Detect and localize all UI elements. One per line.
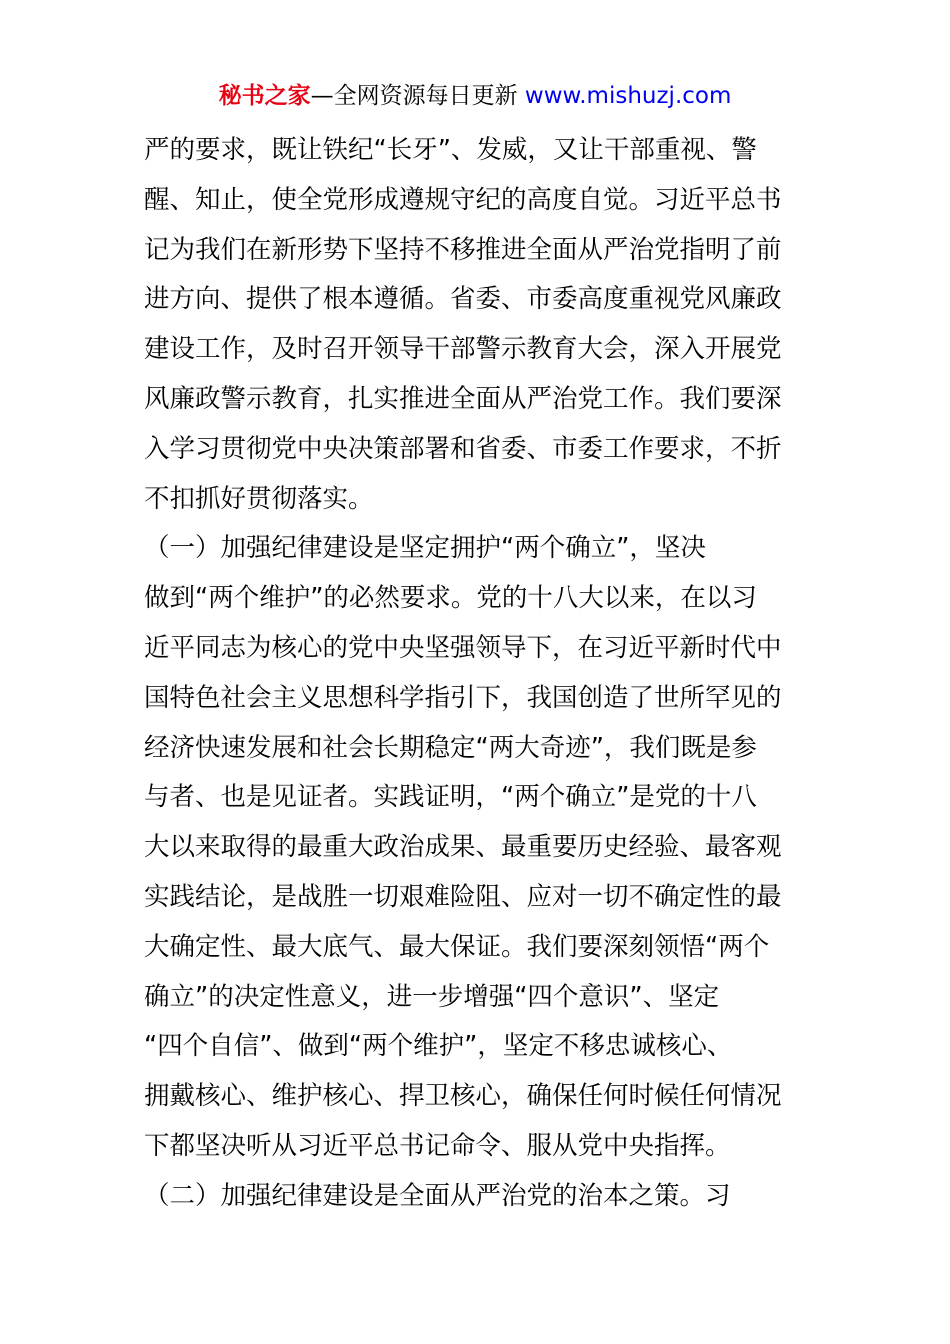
body-line: 入学习贯彻党中央决策部署和省委、市委工作要求，不折 [144, 433, 782, 464]
page-header [0, 80, 950, 112]
body-line: 拥戴核心、维护核心、捍卫核心，确保任何时候任何情况 [144, 1081, 782, 1112]
body-line: 不扣抓好贯彻落实。 [144, 483, 374, 514]
brand-name: 秘书之家 [218, 83, 311, 109]
document-body [144, 126, 806, 1222]
body-line: 醒、知止，使全党形成遵规守纪的高度自觉。习近平总书 [144, 184, 782, 215]
body-line: 大以来取得的最重大政治成果、最重要历史经验、最客观 [144, 832, 782, 863]
body-line: 实践结论，是战胜一切艰难险阻、应对一切不确定性的最 [144, 881, 782, 912]
body-line: 经济快速发展和社会长期稳定“两大奇迹”，我们既是参 [144, 732, 757, 763]
body-line: 与者、也是见证者。实践证明，“两个确立”是党的十八 [144, 782, 757, 813]
body-line: 记为我们在新形势下坚持不移推进全面从严治党指明了前 [144, 234, 782, 265]
body-line: 下都坚决听从习近平总书记命令、服从党中央指挥。 [144, 1130, 731, 1161]
body-line: 近平同志为核心的党中央坚强领导下，在习近平新时代中 [144, 632, 782, 663]
body-line: 做到“两个维护”的必然要求。党的十八大以来，在以习 [144, 583, 757, 614]
body-line: 国特色社会主义思想科学指引下，我国创造了世所罕见的 [144, 682, 782, 713]
body-line: “四个自信”、做到“两个维护”，坚定不移忠诚核心、 [144, 1031, 733, 1062]
body-line: 大确定性、最大底气、最大保证。我们要深刻领悟“两个 [144, 931, 770, 962]
body-line: 风廉政警示教育，扎实推进全面从严治党工作。我们要深 [144, 383, 782, 414]
header-tagline: —全网资源每日更新 [310, 83, 525, 109]
body-line: 进方向、提供了根本遵循。省委、市委高度重视党风廉政 [144, 284, 782, 315]
section-heading-line: （一）加强纪律建设是坚定拥护“两个确立”，坚决 [144, 533, 706, 564]
site-url-link[interactable]: www.mishuzj.com [524, 83, 732, 109]
section-heading-line: （二）加强纪律建设是全面从严治党的治本之策。习 [144, 1180, 731, 1211]
body-line: 严的要求，既让铁纪“长牙”、发威，又让干部重视、警 [144, 135, 757, 165]
body-line: 确立”的决定性意义，进一步增强“四个意识”、坚定 [144, 981, 720, 1012]
body-line: 建设工作，及时召开领导干部警示教育大会，深入开展党 [144, 334, 782, 365]
